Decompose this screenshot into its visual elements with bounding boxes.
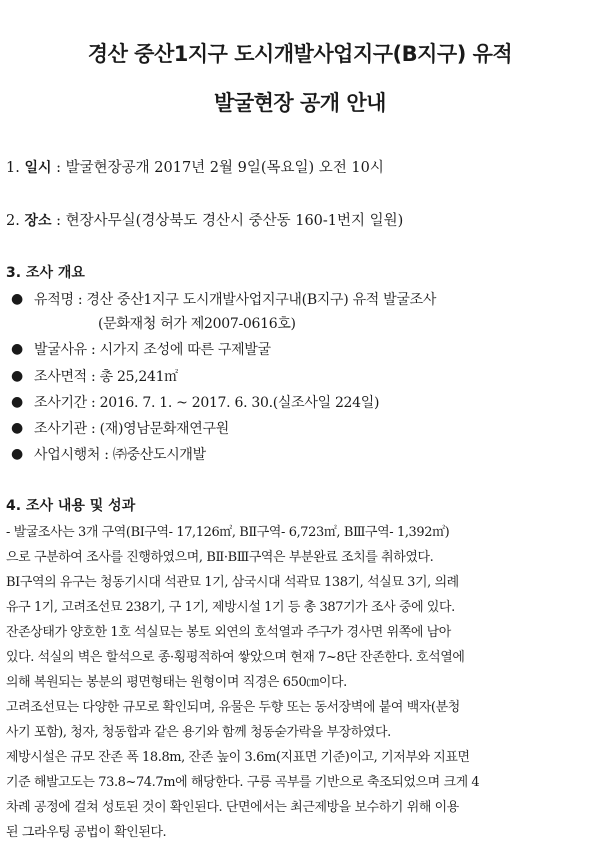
results-line: 기준 해발고도는 73.8~74.7m에 해당한다. 구릉 곡부를 기반으로 축조되었으며 크게 4 — [6, 775, 480, 790]
item-location-key: 장소 — [24, 213, 52, 229]
item-location-sep: : — [51, 213, 66, 229]
item-schedule-value: 발굴현장공개 2017년 2월 9일(목요일) 오전 10시 — [65, 160, 384, 176]
bullet-icon: ● — [11, 446, 24, 462]
results-line: 으로 구분하여 조사를 진행하였으며, BⅡ·BⅢ구역은 부분완료 조치를 취하였다. — [6, 550, 434, 565]
item-location-value: 현장사무실(경상북도 경산시 중산동 160-1번지 일원) — [65, 213, 404, 229]
document-title-line1: 경산 중산1지구 도시개발사업지구(B지구) 유적 — [87, 42, 513, 66]
section-overview-heading: 3. 조사 개요 — [6, 265, 85, 281]
results-line: 고려조선묘는 다양한 규모로 확인되며, 유물은 두향 또는 동서장벽에 붙여 백자(분청 — [6, 700, 460, 715]
overview-site-name: 유적명 : 경산 중산1지구 도시개발사업지구내(B지구) 유적 발굴조사 — [34, 292, 437, 308]
item-schedule-key: 일시 — [24, 160, 52, 176]
item-schedule — [6, 156, 384, 177]
overview-reason: 발굴사유 : 시가지 조성에 따른 구제발굴 — [34, 342, 271, 358]
results-line: 의해 복원되는 봉분의 평면형태는 원형이며 직경은 650㎝이다. — [6, 675, 347, 690]
bullet-icon: ● — [11, 420, 24, 436]
results-line: 유구 1기, 고려조선묘 238기, 구 1기, 제방시설 1기 등 총 387기가 조사 중에 있다. — [6, 600, 455, 615]
bullet-icon: ● — [11, 291, 24, 307]
overview-period: 조사기간 : 2016. 7. 1. ~ 2017. 6. 30.(실조사일 224일) — [34, 395, 380, 411]
overview-permit-number: (문화재청 허가 제2007-0616호) — [98, 316, 296, 332]
document-title-line2: 발굴현장 공개 안내 — [214, 91, 386, 115]
results-line: 차례 공정에 걸쳐 성토된 것이 확인된다. 단면에서는 최근제방을 보수하기 위해 이용 — [6, 800, 459, 815]
bullet-icon: ● — [11, 394, 24, 410]
overview-institution: 조사기관 : (재)영남문화재연구원 — [34, 421, 229, 437]
results-line: BⅠ구역의 유구는 청동기시대 석관묘 1기, 삼국시대 석곽묘 138기, 석실묘 3기, 의례 — [6, 575, 459, 590]
section-results-heading: 4. 조사 내용 및 성과 — [6, 498, 136, 514]
bullet-icon: ● — [11, 341, 24, 357]
item-schedule-num: 1. — [6, 160, 20, 176]
item-schedule-sep: : — [51, 160, 66, 176]
results-line: 된 그라우팅 공법이 확인된다. — [6, 825, 167, 840]
bullet-icon: ● — [11, 368, 24, 384]
results-line: 잔존상태가 양호한 1호 석실묘는 봉토 외연의 호석열과 주구가 경사면 위쪽에 남아 — [6, 625, 451, 640]
item-location-num: 2. — [6, 213, 20, 229]
overview-area: 조사면적 : 총 25,241㎡ — [34, 369, 178, 385]
results-line: 제방시설은 규모 잔존 폭 18.8m, 잔존 높이 3.6m(지표면 기준)이고, 기저부와 지표면 — [6, 750, 470, 765]
overview-developer: 사업시행처 : ㈜중산도시개발 — [34, 447, 206, 463]
results-line: 있다. 석실의 벽은 할석으로 종·횡평적하여 쌓았으며 현재 7~8단 잔존한다. 호석열에 — [6, 650, 465, 665]
results-line: - 발굴조사는 3개 구역(BⅠ구역- 17,126㎡, BⅡ구역- 6,723㎡, BⅢ구역- 1,392㎡) — [6, 525, 450, 540]
item-location — [6, 209, 403, 230]
results-line: 사기 포함), 청자, 청동합과 같은 용기와 함께 청동숟가락을 부장하였다. — [6, 725, 391, 740]
